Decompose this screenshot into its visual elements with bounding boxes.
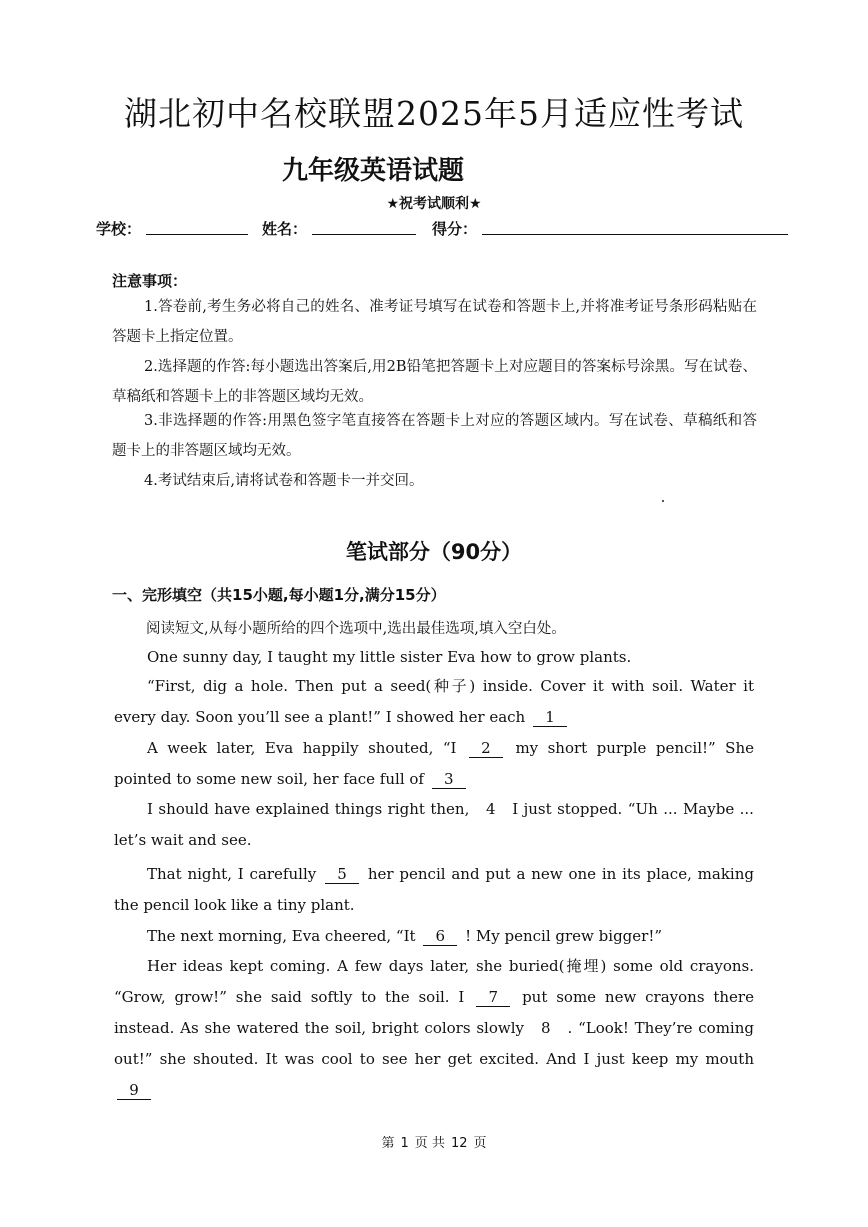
school-label: 学校： [96,220,142,238]
passage-paragraph [114,671,754,733]
passage-text: A week later, Eva happily shouted, “I [147,739,457,757]
section-title: 笔试部分（90分） [345,540,523,564]
cloze-instructions: 阅读短文,从每小题所给的四个选项中,选出最佳选项,填入空白处。 [146,621,566,637]
note-item: 4.考试结束后,请将试卷和答题卡一并交回。 [144,473,424,489]
passage-paragraph [114,642,754,673]
score-label: 得分： [432,220,478,238]
exam-title: 湖北初中名校联盟2025年5月适应性考试 [124,94,744,133]
passage-text: put some new crayons there instead. As she watered the soil, bright colors slowly [114,988,754,1037]
blank-2[interactable]: 2 [469,739,503,758]
passage-text: “First, dig a hole. Then put a seed(种子) inside. Cover it with soil. Water it every day. Soon you’ll see a plant!” I showed her each [114,677,754,726]
note-item: 1.答卷前,考生务必将自己的姓名、准考证号填写在试卷和答题卡上,并将准考证号条形码粘贴在答题卡上指定位置。 [112,299,757,345]
notes-heading: 注意事项： [112,272,188,290]
score-blank[interactable] [482,234,788,235]
passage-paragraph [114,921,754,952]
passage-text: I just stopped. “Uh ... Maybe ... let’s wait and see. [114,800,754,849]
footer-pre: 第 [381,1136,395,1151]
blank-5[interactable]: 5 [325,865,359,884]
note-item: 2.选择题的作答:每小题选出答案后,用2B铅笔把答题卡上对应题目的答案标号涂黑。写在试卷、草稿纸和答题卡上的非答题区域均无效。 [112,359,757,405]
footer-post: 页 [473,1136,487,1151]
name-label: 姓名： [262,220,308,238]
passage-paragraph [114,859,754,921]
passage-paragraph [114,794,754,856]
name-blank[interactable] [312,234,416,235]
footer-total-pages: 12 [450,1136,468,1151]
blank-3[interactable]: 3 [432,770,466,789]
school-blank[interactable] [146,234,248,235]
note-item: 3.非选择题的作答:用黑色签字笔直接答在答题卡上对应的答题区域内。写在试卷、草稿纸和答题卡上的非答题区域均无效。 [112,413,757,459]
passage-text: I should have explained things right then, [147,800,470,818]
passage-text: Her ideas kept coming. A few days later, she buried(掩埋) some old crayons. “Grow, grow!” she said softly to the soil. I [114,957,754,1006]
passage-paragraph [114,733,754,795]
scan-speck [662,500,664,502]
footer-page-number: 1 [400,1136,409,1151]
exam-subtitle: 九年级英语试题 [282,156,465,186]
footer-mid: 页 共 [414,1136,445,1151]
passage-text: my short purple pencil!” She pointed to some new soil, her face full of [114,739,754,788]
passage-text: . “Look! They’re coming out!” she shouted. It was cool to see her get excited. And I just keep my mouth [114,1019,754,1068]
passage-text: That night, I carefully [147,865,317,883]
cloze-heading: 一、完形填空（共15小题,每小题1分,满分15分） [112,586,446,604]
good-luck-line: ★祝考试顺利★ [386,196,482,212]
student-info-row [96,216,796,240]
page-footer [0,1132,868,1151]
passage-text: One sunny day, I taught my little sister Eva how to grow plants. [147,648,632,666]
blank-1[interactable]: 1 [533,708,567,727]
passage-text: her pencil and put a new one in its place, making the pencil look like a tiny plant. [114,865,754,914]
passage-text: The next morning, Eva cheered, “It [147,927,416,945]
passage-text: ! My pencil grew bigger!” [465,927,663,945]
passage-paragraph [114,951,754,1106]
blank-9[interactable]: 9 [117,1081,151,1100]
blank-7[interactable]: 7 [476,988,510,1007]
blank-4[interactable]: 4 [486,800,496,818]
blank-6[interactable]: 6 [423,927,457,946]
blank-8[interactable]: 8 [540,1019,551,1037]
